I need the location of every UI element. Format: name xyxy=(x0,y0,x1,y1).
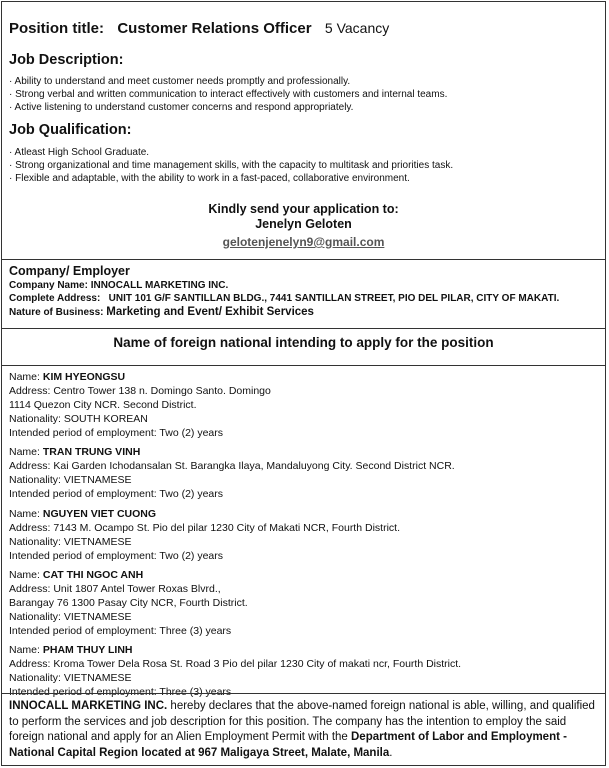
national-detail: Address: Kai Garden Ichodansalan St. Barangka Ilaya, Mandaluyong City. Second District NCR. xyxy=(9,460,455,472)
declaration-company: INNOCALL MARKETING INC. xyxy=(9,700,168,712)
national-name: KIM HYEONGSU xyxy=(42,371,126,383)
position-title-row xyxy=(9,20,389,38)
section-divider xyxy=(2,259,605,260)
application-prompt: Kindly send your application to: xyxy=(208,202,399,216)
national-detail: Intended period of employment: Two (2) years xyxy=(9,550,224,562)
national-name: NGUYEN VIET CUONG xyxy=(42,508,157,520)
national-name: CAT THI NGOC ANH xyxy=(42,569,144,581)
job-qualification-item: · Atleast High School Graduate. xyxy=(9,147,150,158)
job-description-item: · Active listening to understand customer concerns and respond appropriately. xyxy=(9,102,354,113)
declaration-end: . xyxy=(389,746,393,759)
national-name: TRAN TRUNG VINH xyxy=(42,446,141,458)
position-title: Customer Relations Officer xyxy=(117,20,312,37)
contact-email-row xyxy=(2,233,605,251)
national-detail: Nationality: VIETNAMESE xyxy=(9,536,132,548)
vacancy-count: 5 Vacancy xyxy=(324,20,390,36)
job-posting-document xyxy=(1,1,606,766)
name-label: Name: xyxy=(9,569,40,581)
national-name-row xyxy=(9,445,140,459)
national-detail: Nationality: VIETNAMESE xyxy=(9,611,132,623)
national-name-row xyxy=(9,370,125,384)
national-name-row xyxy=(9,643,133,657)
business-value: Marketing and Event/ Exhibit Services xyxy=(106,306,314,318)
declaration-text: hereby declares that the above-named foreign national is able, willing, and qualified to perform the services and job description for this position. The company has the intention to employ the said foreign national and apply for an Alien Employment Permit with the xyxy=(9,700,595,743)
national-detail: Nationality: SOUTH KOREAN xyxy=(9,413,148,425)
position-label: Position title: xyxy=(9,20,104,37)
national-detail: Intended period of employment: Three (3) years xyxy=(9,686,232,698)
name-label: Name: xyxy=(9,644,40,656)
national-detail: Address: Centro Tower 138 n. Domingo Santo. Domingo xyxy=(9,385,271,397)
name-label: Name: xyxy=(9,371,40,383)
national-detail: 1114 Quezon City NCR. Second District. xyxy=(9,399,197,411)
national-detail: Address: Unit 1807 Antel Tower Roxas Blvrd., xyxy=(9,583,221,595)
business-label: Nature of Business: xyxy=(9,307,104,318)
declaration-paragraph xyxy=(9,699,599,761)
national-detail: Intended period of employment: Two (2) years xyxy=(9,427,224,439)
national-name-row xyxy=(9,507,156,521)
national-detail: Address: 7143 M. Ocampo St. Pio del pilar 1230 City of Makati NCR, Fourth District. xyxy=(9,522,400,534)
company-name-label: Company Name: xyxy=(9,280,88,291)
job-description-item: · Strong verbal and written communication to interact effectively with customers and internal teams. xyxy=(9,89,448,100)
foreign-nationals-heading: Name of foreign national intending to apply for the position xyxy=(113,335,494,350)
job-qualification-item: · Strong organizational and time management skills, with the capacity to multitask and priorities task. xyxy=(9,160,454,171)
contact-name: Jenelyn Geloten xyxy=(255,217,352,231)
job-description-heading: Job Description: xyxy=(9,52,124,68)
name-label: Name: xyxy=(9,508,40,520)
section-divider xyxy=(2,693,605,694)
company-address-value: UNIT 101 G/F SANTILLAN BLDG., 7441 SANTILLAN STREET, PIO DEL PILAR, CITY OF MAKATI. xyxy=(108,293,560,304)
employer-heading: Company/ Employer xyxy=(9,264,130,278)
section-divider xyxy=(2,328,605,329)
job-qualification-heading: Job Qualification: xyxy=(9,122,132,138)
national-detail: Intended period of employment: Two (2) years xyxy=(9,488,224,500)
national-detail: Nationality: VIETNAMESE xyxy=(9,474,132,486)
name-label: Name: xyxy=(9,446,40,458)
company-address-label: Complete Address: xyxy=(9,293,101,304)
national-detail: Address: Kroma Tower Dela Rosa St. Road 3 Pio del pilar 1230 City of makati ncr, Fourth District. xyxy=(9,658,462,670)
company-name-value: INNOCALL MARKETING INC. xyxy=(90,280,229,291)
business-row xyxy=(9,306,314,318)
job-qualification-item: · Flexible and adaptable, with the ability to work in a fast-paced, collaborative environment. xyxy=(9,173,410,184)
national-detail: Intended period of employment: Three (3) years xyxy=(9,625,232,637)
company-address-row xyxy=(9,293,559,304)
company-name-row xyxy=(9,280,228,291)
declaration-dole: Department of Labor and Employment - National Capital Region located at 967 Maligaya Street, Malate, Manila xyxy=(9,731,567,759)
national-name: PHAM THUY LINH xyxy=(42,644,133,656)
national-detail: Barangay 76 1300 Pasay City NCR, Fourth District. xyxy=(9,597,248,609)
national-name-row xyxy=(9,568,143,582)
national-detail: Nationality: VIETNAMESE xyxy=(9,672,132,684)
contact-email-link[interactable]: gelotenjenelyn9@gmail.com xyxy=(222,235,385,249)
section-divider xyxy=(2,365,605,366)
job-description-item: · Ability to understand and meet customer needs promptly and professionally. xyxy=(9,76,351,87)
